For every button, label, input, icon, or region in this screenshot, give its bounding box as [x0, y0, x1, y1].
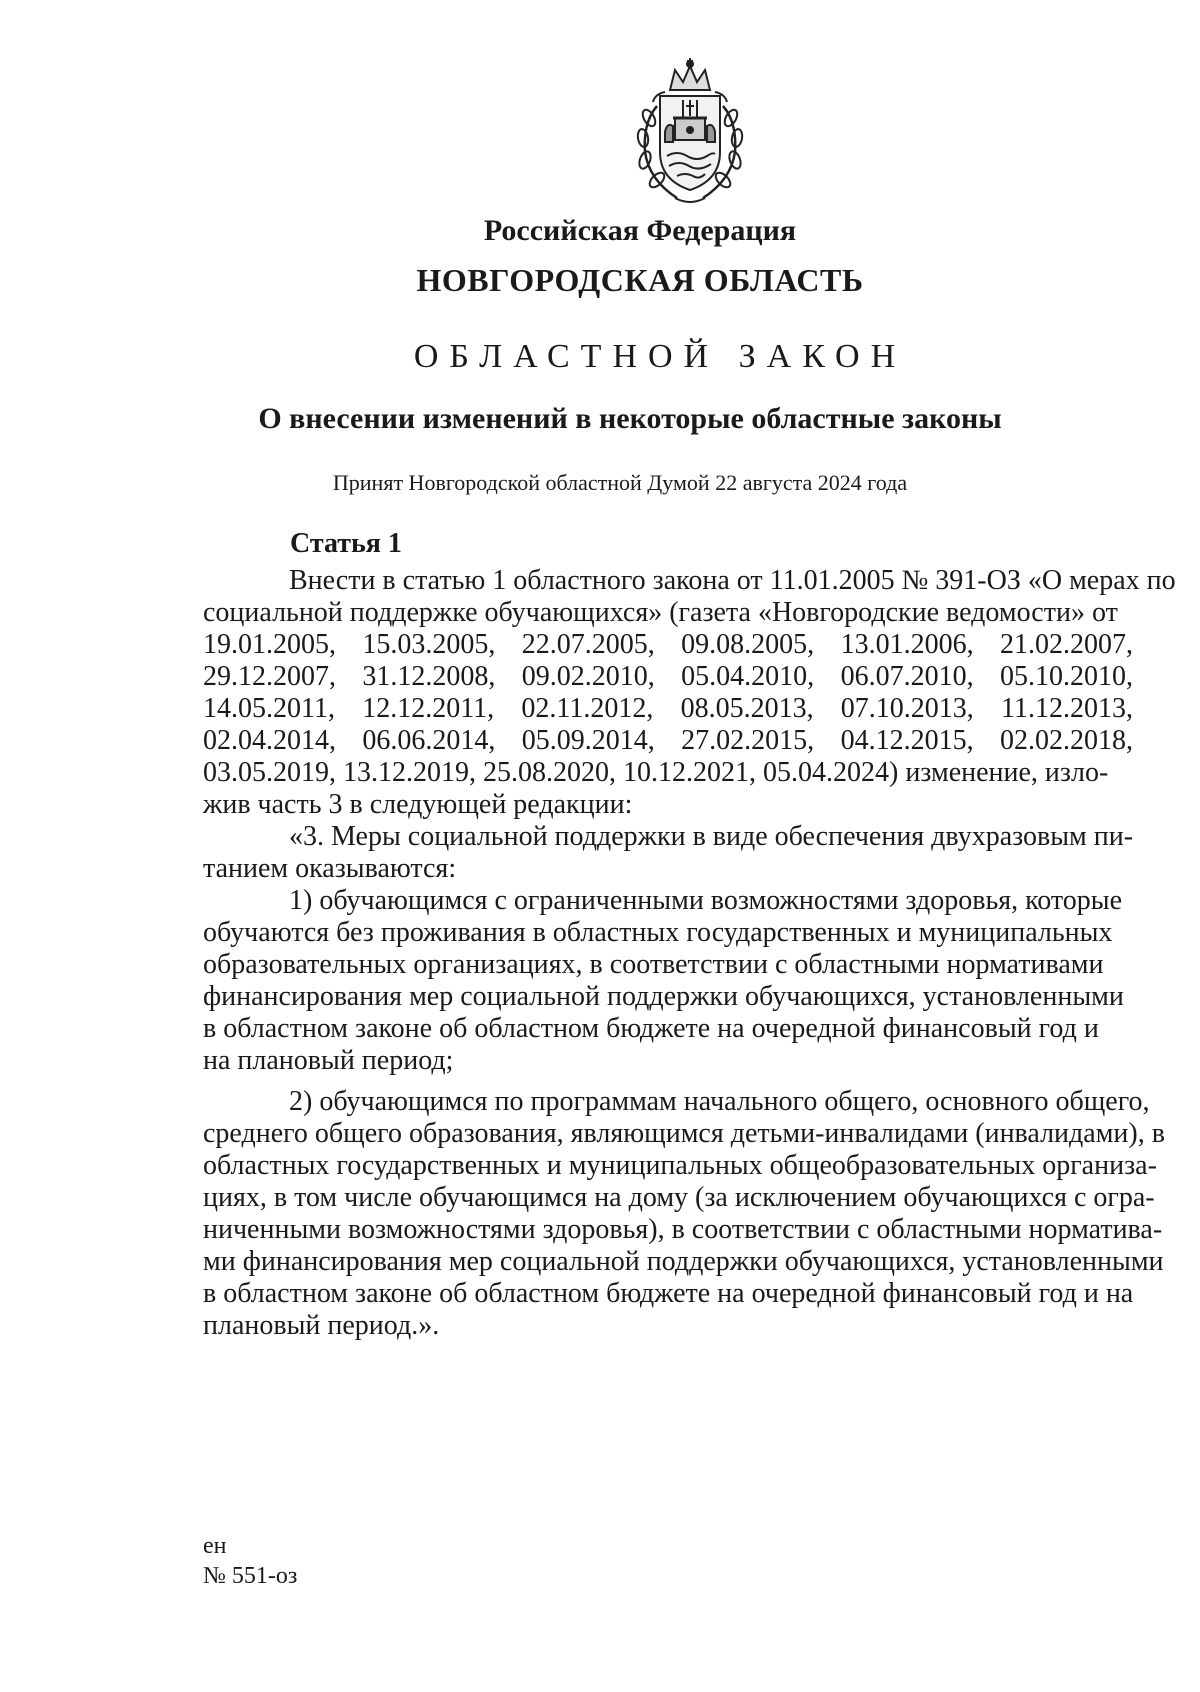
date-item: 22.07.2005, [521, 629, 655, 660]
date-row [203, 661, 1133, 693]
date-item: 02.11.2012, [521, 693, 654, 724]
date-item: 05.10.2010, [999, 661, 1133, 692]
date-item: 02.04.2014, [203, 725, 336, 756]
paragraph-line: 2) обучающимся по программам начального общего, основного общего, [289, 1086, 1150, 1117]
date-item: 21.02.2007, [999, 629, 1133, 660]
date-item: 09.08.2005, [681, 629, 815, 660]
paragraph-line: на плановый период; [203, 1045, 454, 1076]
paragraph-line: ниченными возможностями здоровья), в соответствии с областными норматива- [203, 1214, 1163, 1245]
paragraph-line: жив часть 3 в следующей редакции: [203, 789, 633, 820]
date-item: 11.12.2013, [1001, 693, 1133, 724]
date-item: 19.01.2005, [203, 629, 336, 660]
paragraph-line: среднего общего образования, являющимся детьми-инвалидами (инвалидами), в [203, 1118, 1165, 1149]
paragraph-line: 1) обучающимся с ограниченными возможностями здоровья, которые [289, 885, 1123, 916]
paragraph-line: в областном законе об областном бюджете на очередной финансовый год и на [203, 1278, 1134, 1309]
paragraph-line: социальной поддержке обучающихся» (газета «Новгородские ведомости» от [203, 597, 1118, 628]
date-item: 15.03.2005, [362, 629, 496, 660]
date-item: 12.12.2011, [362, 693, 495, 724]
paragraph-line: обучаются без проживания в областных государственных и муниципальных [203, 917, 1113, 948]
novgorod-coat-of-arms-icon [615, 56, 765, 206]
paragraph-line: Внести в статью 1 областного закона от 11.01.2005 № 391-ОЗ «О мерах по [289, 565, 1176, 596]
emblem [615, 56, 765, 206]
footer-initials: ен [203, 1533, 227, 1559]
paragraph-line: областных государственных и муниципальных общеобразовательных организа- [203, 1150, 1157, 1181]
date-row [203, 629, 1133, 661]
adoption-note: Принят Новгородской областной Думой 22 августа 2024 года [332, 470, 908, 495]
date-item: 09.02.2010, [521, 661, 655, 692]
paragraph-line: циях, в том числе обучающимся на дому (за исключением обучающихся с огра- [203, 1182, 1155, 1213]
date-item: 08.05.2013, [680, 693, 814, 724]
law-number: № 551-оз [203, 1563, 298, 1589]
article-body [203, 565, 1176, 1342]
footer-note [203, 1531, 297, 1591]
date-item: 05.09.2014, [521, 725, 655, 756]
date-row [203, 725, 1133, 757]
date-item: 05.04.2010, [681, 661, 815, 692]
date-item: 07.10.2013, [840, 693, 974, 724]
country-name: Российская Федерация [483, 214, 797, 247]
date-item: 06.07.2010, [840, 661, 974, 692]
article-heading: Статья 1 [290, 528, 402, 559]
date-item: 04.12.2015, [840, 725, 974, 756]
paragraph-line: плановый период.». [203, 1310, 440, 1341]
date-item: 31.12.2008, [362, 661, 496, 692]
paragraph-line: финансирования мер социальной поддержки обучающихся, установленными [203, 981, 1124, 1012]
document-type: ОБЛАСТНОЙ ЗАКОН [413, 338, 907, 375]
paragraph-line: танием оказываются: [203, 853, 457, 884]
paragraph-line: ми финансирования мер социальной поддержки обучающихся, установленными [203, 1246, 1164, 1277]
date-item: 29.12.2007, [203, 661, 336, 692]
region-name: НОВГОРОДСКАЯ ОБЛАСТЬ [416, 262, 864, 298]
date-item: 06.06.2014, [362, 725, 496, 756]
paragraph-line: образовательных организациях, в соответствии с областными нормативами [203, 949, 1104, 980]
paragraph-line: «3. Меры социальной поддержки в виде обеспечения двухразовым пи- [289, 821, 1134, 852]
date-item: 13.01.2006, [840, 629, 974, 660]
date-row [203, 693, 1133, 725]
date-item: 14.05.2011, [203, 693, 335, 724]
paragraph-line: 03.05.2019, 13.12.2019, 25.08.2020, 10.12.2021, 05.04.2024) изменение, изло- [203, 757, 1109, 788]
document-title: О внесении изменений в некоторые областные законы [258, 402, 1002, 435]
date-item: 27.02.2015, [681, 725, 815, 756]
paragraph-line: в областном законе об областном бюджете на очередной финансовый год и [203, 1013, 1099, 1044]
date-item: 02.02.2018, [999, 725, 1133, 756]
